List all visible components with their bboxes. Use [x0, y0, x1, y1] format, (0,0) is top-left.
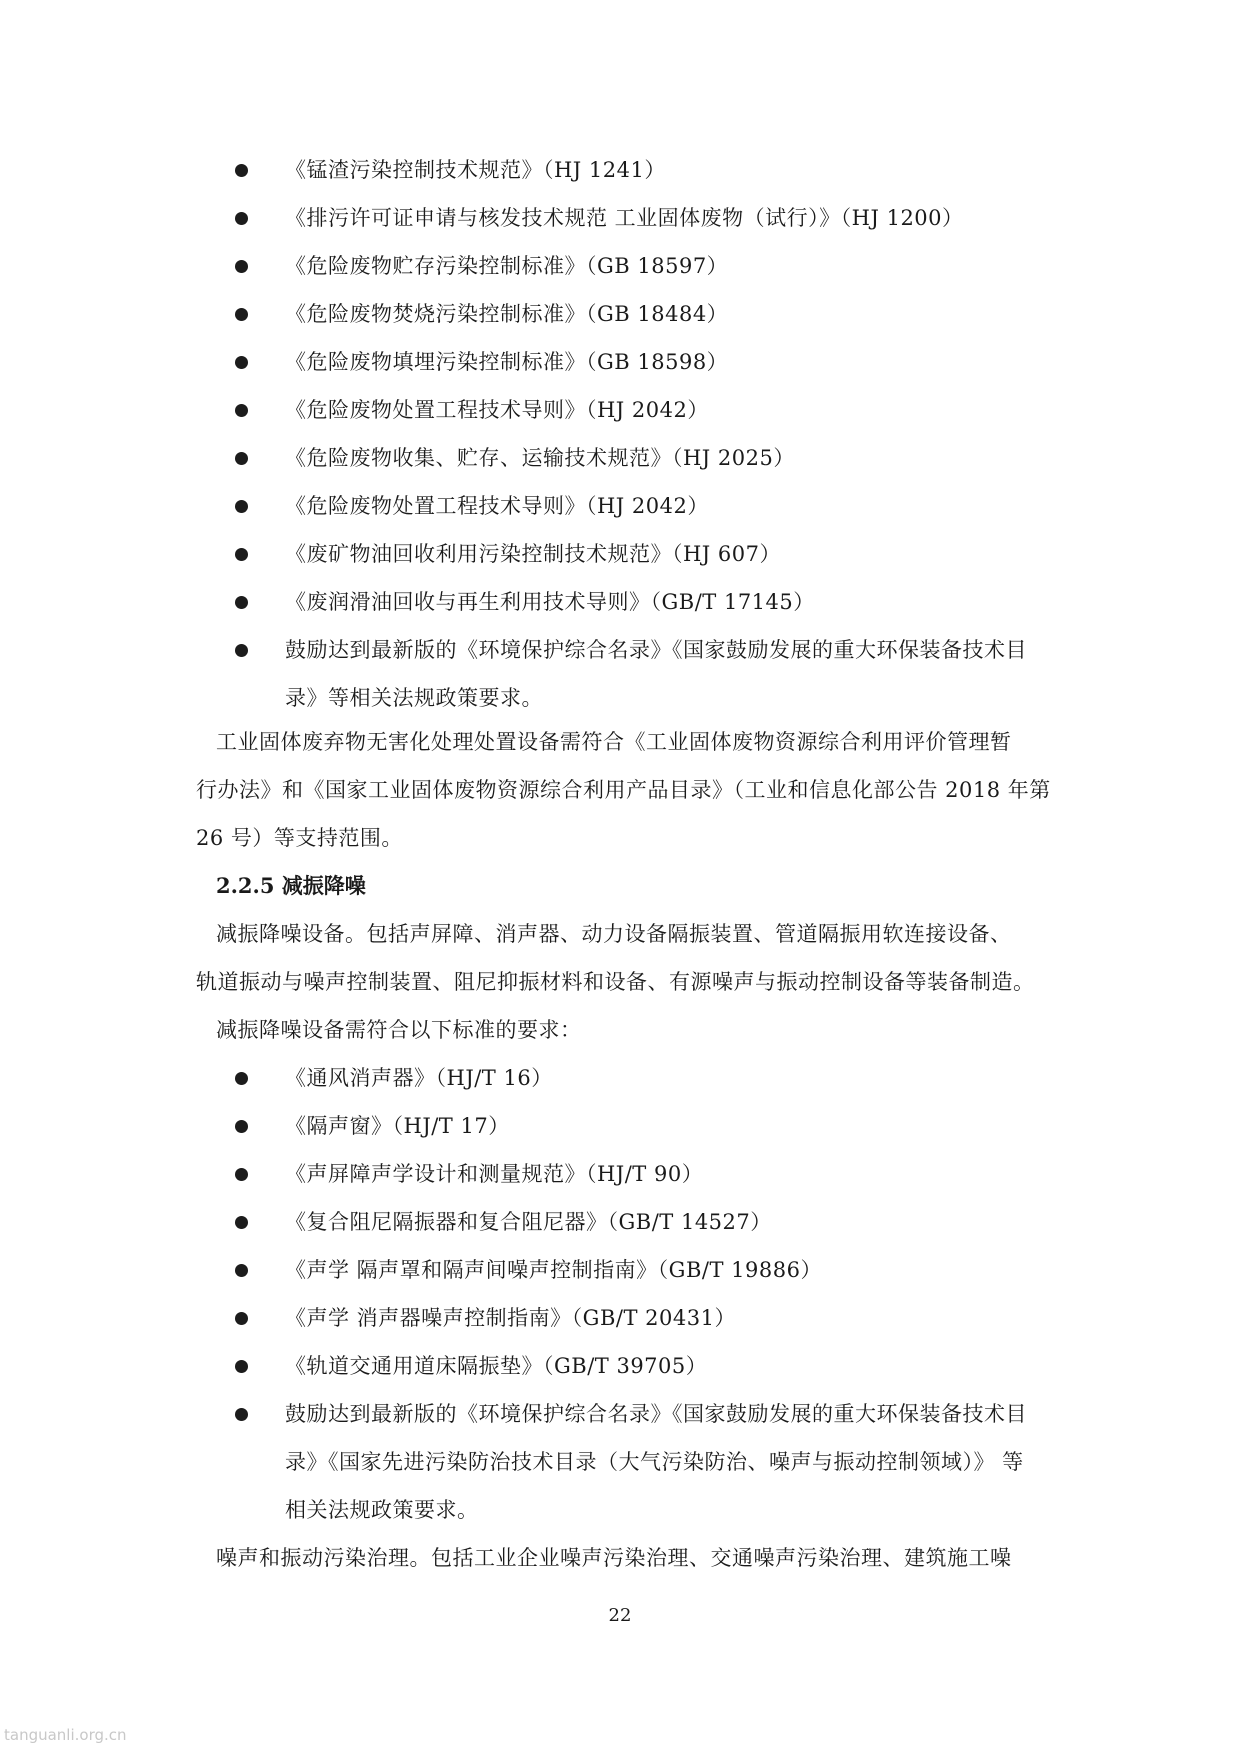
list-item: [0, 628, 1240, 724]
list-item: [0, 532, 1240, 580]
bullet-icon: [235, 1264, 248, 1277]
paragraph-line: 工业固体废弃物无害化处理处置设备需符合《工业固体废物资源综合利用评价管理暂: [216, 730, 1012, 754]
list-item: [0, 196, 1240, 244]
bullet-icon: [235, 356, 248, 369]
list-item-text: 鼓励达到最新版的《环境保护综合名录》《国家鼓励发展的重大环保装备技术目: [285, 638, 1027, 662]
list-item: [0, 292, 1240, 340]
list-item-text: 《通风消声器》（HJ/T 16）: [285, 1066, 553, 1090]
list-item: [0, 1104, 1240, 1152]
list-item-text: 《隔声窗》（HJ/T 17）: [285, 1114, 510, 1138]
bullet-icon: [235, 548, 248, 561]
list-item-text: 《排污许可证申请与核发技术规范 工业固体废物（试行）》（HJ 1200）: [285, 206, 964, 230]
list-item-text: 《复合阻尼隔振器和复合阻尼器》（GB/T 14527）: [285, 1210, 772, 1234]
bullet-icon: [235, 1312, 248, 1325]
section-heading: 2.2.5 减振降噪: [216, 873, 366, 898]
bullet-icon: [235, 1072, 248, 1085]
list-item-text: 《声屏障声学设计和测量规范》（HJ/T 90）: [285, 1162, 704, 1186]
bullet-icon: [235, 1216, 248, 1229]
list-item-text: 《轨道交通用道床隔振垫》（GB/T 39705）: [285, 1354, 708, 1378]
list-item-text: 《锰渣污染控制技术规范》（HJ 1241）: [285, 158, 666, 182]
list-item: [0, 148, 1240, 196]
bullet-icon: [235, 1120, 248, 1133]
bullet-icon: [235, 1168, 248, 1181]
list-item: [0, 340, 1240, 388]
list-item-text: 《危险废物填埋污染控制标准》（GB 18598）: [285, 350, 729, 374]
bullet-icon: [235, 1408, 248, 1421]
list-item-text: 《危险废物贮存污染控制标准》（GB 18597）: [285, 254, 729, 278]
list-item-text-continued: 相关法规政策要求。: [285, 1498, 479, 1522]
list-item: [0, 1296, 1240, 1344]
list-item: [0, 388, 1240, 436]
list-item-text-continued: 录》等相关法规政策要求。: [285, 686, 543, 710]
list-item: [0, 244, 1240, 292]
list-item-text: 《声学 隔声罩和隔声间噪声控制指南》（GB/T 19886）: [285, 1258, 822, 1282]
page-number: 22: [608, 1605, 632, 1626]
list-item: [0, 1344, 1240, 1392]
list-item: [0, 1056, 1240, 1104]
paragraph-line: 行办法》和《国家工业固体废物资源综合利用产品目录》（工业和信息化部公告 2018 年第: [196, 778, 1051, 802]
bullet-icon: [235, 1360, 248, 1373]
list-item-text: 《危险废物收集、贮存、运输技术规范》（HJ 2025）: [285, 446, 795, 470]
list-item: [0, 484, 1240, 532]
list-item-text: 鼓励达到最新版的《环境保护综合名录》《国家鼓励发展的重大环保装备技术目: [285, 1402, 1027, 1426]
list-item-text-continued: 录》《国家先进污染防治技术目录（大气污染防治、噪声与振动控制领域）》 等: [285, 1450, 1024, 1474]
bullet-icon: [235, 308, 248, 321]
list-item: [0, 1152, 1240, 1200]
list-item-text: 《废矿物油回收利用污染控制技术规范》（HJ 607）: [285, 542, 781, 566]
list-item: [0, 1248, 1240, 1296]
list-item-text: 《废润滑油回收与再生利用技术导则》（GB/T 17145）: [285, 590, 815, 614]
list-item-text: 《危险废物处置工程技术导则》（HJ 2042）: [285, 494, 709, 518]
list-item: [0, 1200, 1240, 1248]
bullet-icon: [235, 260, 248, 273]
bullet-icon: [235, 404, 248, 417]
watermark: tanguanli.org.cn: [4, 1726, 127, 1744]
list-item-text: 《危险废物处置工程技术导则》（HJ 2042）: [285, 398, 709, 422]
list-item: [0, 580, 1240, 628]
bullet-icon: [235, 596, 248, 609]
paragraph-line: 轨道振动与噪声控制装置、阻尼抑振材料和设备、有源噪声与振动控制设备等装备制造。: [196, 970, 1035, 994]
paragraph: 噪声和振动污染治理。包括工业企业噪声污染治理、交通噪声污染治理、建筑施工噪: [216, 1546, 1012, 1570]
list-item: [0, 436, 1240, 484]
paragraph-line: 减振降噪设备。包括声屏障、消声器、动力设备隔振装置、管道隔振用软连接设备、: [216, 922, 1012, 946]
bullet-icon: [235, 500, 248, 513]
bullet-icon: [235, 164, 248, 177]
bullet-icon: [235, 452, 248, 465]
list-item-text: 《危险废物焚烧污染控制标准》（GB 18484）: [285, 302, 729, 326]
paragraph-line: 26 号）等支持范围。: [196, 826, 403, 850]
list-item-text: 《声学 消声器噪声控制指南》（GB/T 20431）: [285, 1306, 736, 1330]
bullet-icon: [235, 644, 248, 657]
paragraph: 减振降噪设备需符合以下标准的要求：: [216, 1018, 582, 1042]
list-item: [0, 1392, 1240, 1536]
bullet-icon: [235, 212, 248, 225]
